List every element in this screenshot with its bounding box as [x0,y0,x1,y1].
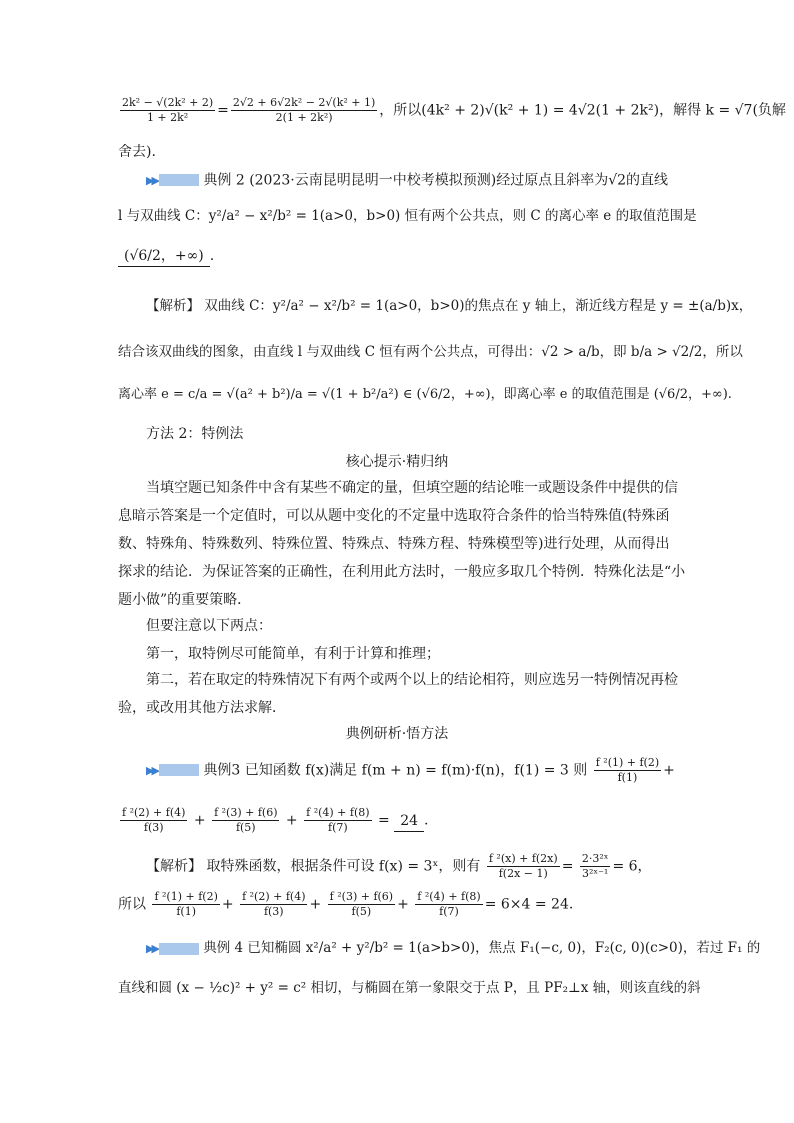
example-2-header [146,170,706,191]
paragraph-line: 探求的结论．为保证答案的正确性，在利用此方法时，一般应多取几个特例．特殊化法是“小 [118,564,686,580]
text-line: 结合该双曲线的图象，由直线 l 与双曲线 C 恒有两个公共点，可得出：√2 > a/b，即 b/a > √2/2，所以 [118,344,743,360]
fraction-numerator: f ²(2) + f(4) [122,806,186,819]
fraction-denominator: f(2x − 1) [498,867,548,880]
fraction-numerator: f ²(2) + f(4) [242,890,306,903]
example-3-continuation: $\frac{\text{f ²(2) + f(4)}}{f(3)}$ + $\frac{\text{f ²(3) + f(6)}}{f(5)}$ + $\frac{\text{f ²(4) + f(8)}}{f(7)}$ = 24 . [122,806,429,834]
fraction-numerator: f ²(4) + f(8) [417,890,481,903]
fraction [120,806,187,835]
fraction [304,806,371,835]
method-heading: 方法 2：特例法 [146,426,244,442]
example-marker [146,938,199,959]
fraction-numerator: f ²(1) + f(2) [595,756,660,769]
fraction [415,890,482,919]
double-arrow-icon: ▶▶ [146,764,157,777]
text-line: l 与双曲线 C：y²/a² − x²/b² = 1(a>0，b>0) 恒有两个公共点，则 C 的离心率 e 的取值范围是 [118,208,697,224]
example-text: (2023·云南昆明昆明一中校考模拟预测)经过原点且斜率为√2的直线 [249,172,669,189]
equation-tail: = 6×4 = 24. [484,896,574,913]
solution-line: 【解析】 取特殊函数，根据条件可设 f(x) = 3ˣ，则有 $\frac{\text{f ²(x) + f(2x)}}{f(2x - 1)}$ = $\frac{\text{2·3²ˣ}}{\text{3²ˣ⁻¹}}$ = 6， [146,852,652,880]
solution-line: 所以 $\frac{\text{f ²(1) + f(2)}}{f(1)}$ + $\frac{\text{f ²(2) + f(4)}}{f(3)}$ + $\frac{\text{f ²(3) + f(6)}}{f(5)}$ + $\frac{\text{f ²(4) + f(8)}}{f(7)}$ = 6×4 = 24. [118,890,574,918]
answer-line: (√6/2，+∞) . [118,246,678,267]
paragraph-line: 题小做”的重要策略． [118,592,252,608]
fraction-denominator: f(3) [263,905,284,918]
example-label: 典例3 [203,762,241,779]
fraction-lhs [120,96,215,125]
example-text: 已知椭圆 x²/a² + y²/b² = 1(a>b>0)，焦点 F₁(−c, 0)，F₂(c, 0)(c>0)，若过 F₁ 的 [247,940,761,956]
double-arrow-icon: ▶▶ [146,174,157,187]
example-label: 典例 4 [203,940,244,956]
answer-blank: 24 [394,811,424,832]
example-3-header: ▶▶ 典例3 已知函数 f(x)满足 f(m + n) = f(m)·f(n)，f(1) = 3 则 $\frac{\text{f ²(1) + f(2)}}{f(1)}$ + [146,756,675,784]
highlight-bar [159,174,199,186]
fraction-numerator: f ²(4) + f(8) [306,806,370,819]
example-marker [146,760,199,781]
double-arrow-icon: ▶▶ [146,942,157,955]
highlight-bar [159,764,199,776]
example-4-header [146,938,761,959]
fraction [580,852,611,881]
fraction-numerator: 2·3²ˣ [581,852,609,865]
solution-tag: 【解析】 [146,298,200,314]
fraction-numerator: f ²(3) + f(6) [214,806,278,819]
equation-tail: ，所以(4k² + 2)√(k² + 1) = 4√2(1 + 2k²)，解得 k = √7(负解 [379,102,786,119]
example-label: 典例 2 [203,172,245,189]
paragraph-line: 息暗示答案是一个定值时，可以从题中变化的不定量中选取符合条件的恰当特殊值(特殊函 [118,508,670,524]
fraction-numerator: 2√2 + 6√2k² − 2√(k² + 1) [232,96,376,109]
fraction-denominator: 1 + 2k² [146,111,189,124]
fraction-denominator: f(5) [351,905,372,918]
equation-tail: = 6， [612,858,652,875]
section-title: 核心提示·精归纳 [345,454,449,470]
solution-tag: 【解析】 [146,858,202,875]
fraction-rhs [231,96,377,125]
solution-line [146,296,753,316]
paragraph-line: 数、特殊角、特殊数列、特殊位置、特殊点、特殊方程、特殊模型等)进行处理，从而得出 [118,536,670,552]
solution-text: 所以 [118,896,146,913]
fraction [328,890,395,919]
paragraph-line: 第二，若在取定的特殊情况下有两个或两个以上的结论相符，则应选另一特例情况再检 [146,672,678,688]
fraction-denominator: 2(1 + 2k²) [275,111,333,124]
paragraph-line: 当填空题已知条件中含有某些不确定的量，但填空题的结论唯一或题设条件中提供的信 [146,480,678,496]
fraction-numerator: f ²(1) + f(2) [154,890,218,903]
fraction [212,806,279,835]
paragraph-line: 但要注意以下两点： [146,618,272,634]
answer-blank: (√6/2，+∞) [118,246,210,267]
fraction-numerator: 2k² − √(2k² + 2) [122,96,214,109]
fraction-denominator: f(1) [617,771,638,784]
paragraph-line: 第一，取特例尽可能简单，有利于计算和推理； [146,646,440,662]
example-text: 已知函数 f(x)满足 f(m + n) = f(m)·f(n)，f(1) = 3 则 [244,762,588,779]
fraction-denominator: f(3) [143,821,164,834]
section-title: 典例研析·悟方法 [345,726,449,742]
fraction-numerator: f ²(3) + f(6) [329,890,394,903]
solution-text: 双曲线 C：y²/a² − x²/b² = 1(a>0，b>0)的焦点在 y 轴上，渐近线方程是 y = ±(a/b)x， [204,298,753,314]
fraction [594,756,661,785]
highlight-bar [159,943,199,955]
solution-text: 取特殊函数，根据条件可设 f(x) = 3ˣ，则有 [206,858,481,875]
fraction-numerator: f ²(x) + f(2x) [488,852,558,865]
example-marker [146,170,199,191]
text-line: 离心率 e = c/a = √(a² + b²)/a = √(1 + b²/a²) ∈ (√6/2，+∞)，即离心率 e 的取值范围是 (√6/2，+∞). [118,387,732,402]
text-line: 舍去). [118,144,156,160]
fraction-denominator: 3²ˣ⁻¹ [582,867,609,880]
fraction-denominator: f(7) [439,905,459,918]
fraction [152,890,219,919]
fraction-denominator: f(1) [176,905,196,918]
solution-continuation-line: $\frac{\text{2k² − √(2k² + 2)}}{\text{1 + 2k²}}$ = $\frac{\text{2√2 + 6√2k² − 2√(k² + 1)}}{\text{2(1 + 2k²)}}$ ，所以(4k² + 2)√(k² + 1) = 4√2(1 + 2k²)，解得 k = √7(负解 [122,96,786,124]
text-line: 直线和圆 (x − ½c)² + y² = c² 相切，与椭圆在第一象限交于点 P，且 PF₂⊥x 轴，则该直线的斜 [118,980,701,996]
paragraph-line: 验，或改用其他方法求解． [118,700,286,716]
fraction [240,890,307,919]
fraction-denominator: f(5) [235,821,256,834]
fraction-denominator: f(7) [328,821,348,834]
fraction [487,852,560,881]
